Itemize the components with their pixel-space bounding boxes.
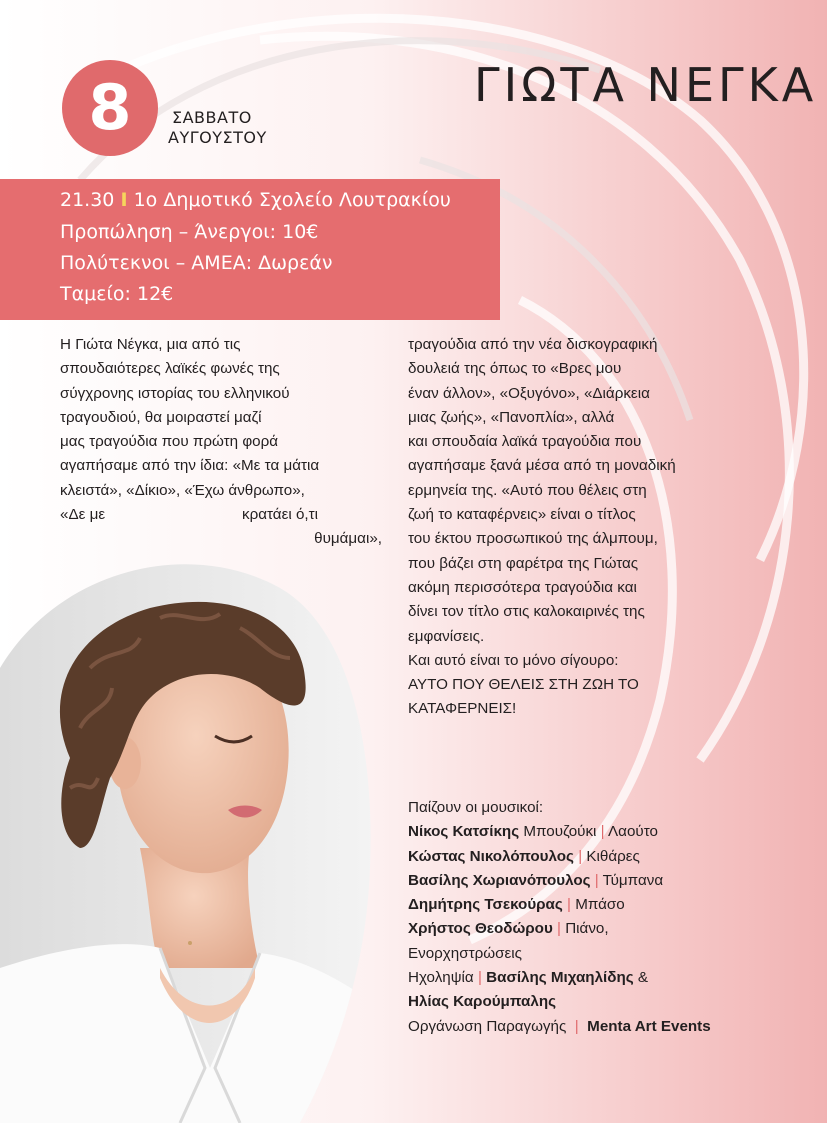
body-line: σπουδαιότερες λαϊκές φωνές της bbox=[60, 360, 280, 378]
body-line: Και αυτό είναι το μόνο σίγουρο: bbox=[408, 651, 619, 669]
credit-line bbox=[408, 917, 738, 941]
body-line: δουλειά της όπως το «Βρες μου bbox=[408, 360, 622, 378]
musician-name: Χρήστος Θεοδώρου bbox=[408, 920, 553, 938]
body-line: ακόμη περισσότερα τραγούδια και bbox=[408, 578, 637, 596]
divider: | bbox=[570, 1017, 583, 1035]
body-line: ΑΥΤΟ ΠΟΥ ΘΕΛΕΙΣ ΣΤΗ ΖΩΗ ΤΟ bbox=[408, 676, 639, 694]
credit-line bbox=[408, 845, 738, 869]
box-office-price: Ταμείο: 12€ bbox=[60, 283, 174, 305]
body-fragment: «Δε με bbox=[60, 506, 106, 524]
musician-name: Νίκος Κατσίκης bbox=[408, 823, 520, 841]
credits bbox=[408, 796, 738, 1039]
musician-name: Βασίλης Χωριανόπουλος bbox=[408, 871, 591, 889]
production-name: Menta Art Events bbox=[587, 1017, 711, 1035]
credit-line bbox=[408, 966, 738, 990]
body-line: εμφανίσεις. bbox=[408, 627, 485, 645]
divider: | bbox=[477, 969, 482, 987]
event-info-bar bbox=[0, 179, 500, 320]
credit-line bbox=[408, 893, 738, 917]
musician-role: Μπάσο bbox=[575, 896, 625, 914]
body-line: σύγχρονης ιστορίας του ελληνικού bbox=[60, 384, 290, 402]
divider: | bbox=[594, 871, 599, 889]
musician-name: Κώστας Νικολόπουλος bbox=[408, 847, 574, 865]
body-line: δίνει τον τίτλο στις καλοκαιρινές της bbox=[408, 603, 645, 621]
production-label: Οργάνωση Παραγωγής bbox=[408, 1017, 567, 1035]
body-line: αγαπήσαμε ξανά μέσα από τη μοναδική bbox=[408, 457, 676, 475]
body-line: κλειστά», «Δίκιο», «Έχω άνθρωπο», bbox=[60, 481, 305, 499]
ampersand: & bbox=[637, 969, 649, 987]
credit-line bbox=[408, 869, 738, 893]
day-number: 8 bbox=[88, 71, 132, 144]
body-line: έναν άλλον», «Οξυγόνο», «Διάρκεια bbox=[408, 384, 650, 402]
body-line: που βάζει στη φαρέτρα της Γιώτας bbox=[408, 554, 639, 572]
musician-role: Κιθάρες bbox=[586, 847, 640, 865]
body-line: και σπουδαία λαϊκά τραγούδια που bbox=[408, 433, 642, 451]
artist-photo bbox=[0, 548, 380, 1123]
body-line bbox=[60, 503, 382, 527]
musician-role-extra: Λαούτο bbox=[608, 823, 658, 841]
body-text-right bbox=[408, 333, 733, 722]
date-badge bbox=[62, 60, 158, 156]
info-separator: I bbox=[120, 189, 128, 211]
credit-line bbox=[408, 820, 738, 844]
body-line: ζωή το καταφέρνεις» είναι ο τίτλος bbox=[408, 506, 636, 524]
sound-engineer-name: Βασίλης Μιχαηλίδης bbox=[486, 969, 634, 987]
musician-name: Δημήτρης Τσεκούρας bbox=[408, 896, 563, 914]
artist-title: ΓΙΩΤΑ ΝΕΓΚΑ bbox=[474, 58, 818, 112]
presale-price: Προπώληση – Άνεργοι: 10€ bbox=[60, 221, 319, 243]
body-line: τραγούδια από την νέα δισκογραφική bbox=[408, 336, 658, 353]
weekday: ΣΑΒΒΑΤΟ bbox=[172, 108, 252, 127]
time-venue-line bbox=[60, 189, 451, 211]
event-venue: 1ο Δημοτικό Σχολείο Λουτρακίου bbox=[133, 189, 451, 211]
divider: | bbox=[567, 896, 571, 914]
body-line: θυμάμαι», bbox=[314, 530, 382, 548]
body-line: του έκτου προσωπικού της άλμπουμ, bbox=[408, 530, 658, 548]
body-line: ερμηνεία της. «Αυτό που θέλεις στη bbox=[408, 481, 647, 499]
credit-line bbox=[408, 990, 738, 1014]
divider: | bbox=[600, 823, 605, 841]
body-line: ΚΑΤΑΦΕΡΝΕΙΣ! bbox=[408, 700, 517, 718]
body-line: μας τραγούδια που πρώτη φορά bbox=[60, 433, 279, 451]
body-line: τραγουδιού, θα μοιραστεί μαζί bbox=[60, 408, 262, 426]
credit-line: Ενορχηστρώσεις bbox=[408, 944, 522, 962]
event-time: 21.30 bbox=[60, 189, 115, 211]
body-line: Η Γιώτα Νέγκα, μια από τις bbox=[60, 336, 241, 353]
credits-intro: Παίζουν οι μουσικοί: bbox=[408, 799, 544, 816]
body-line: μιας ζωής», «Πανοπλία», αλλά bbox=[408, 408, 615, 426]
body-line: αγαπήσαμε από την ίδια: «Με τα μάτια bbox=[60, 457, 320, 475]
musician-role: Μπουζούκι bbox=[523, 823, 597, 841]
sound-engineer-name: Ηλίας Καρούμπαλης bbox=[408, 993, 557, 1011]
free-entry: Πολύτεκνοι – ΑΜΕΑ: Δωρεάν bbox=[60, 252, 333, 274]
date-label bbox=[168, 108, 267, 148]
musician-role: Τύμπανα bbox=[602, 871, 664, 889]
credit-line bbox=[408, 1015, 738, 1039]
musician-role: Πιάνο, bbox=[565, 920, 609, 938]
body-fragment: κρατάει ό,τι bbox=[242, 506, 318, 524]
month: ΑΥΓΟΥΣΤΟΥ bbox=[168, 128, 267, 147]
body-text-left bbox=[60, 333, 382, 552]
divider: | bbox=[578, 847, 583, 865]
sound-label: Ηχοληψία bbox=[408, 969, 474, 987]
divider: | bbox=[557, 920, 561, 938]
